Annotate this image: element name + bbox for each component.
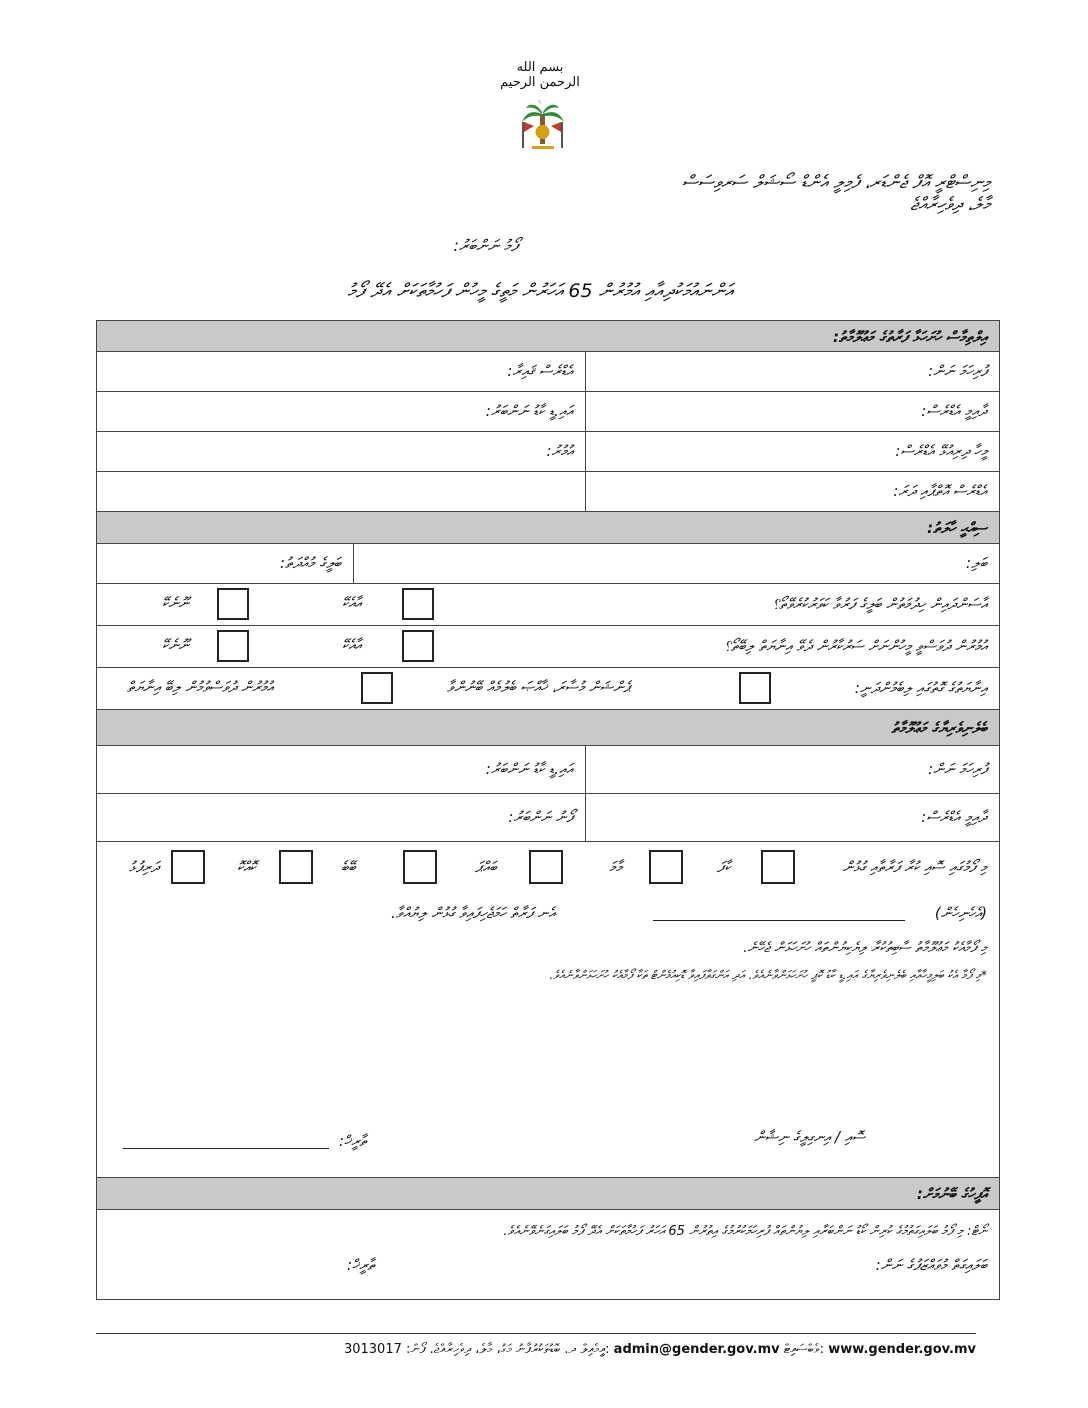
contact-cell[interactable] <box>585 472 999 511</box>
other-relation-text: އެނ ފަރާތް ހަމަޖެހިފައިވާ ގުޅުން ލިޔުއްވާ. <box>391 904 555 922</box>
question-3-label: އިނާޔަތުގެ ގޮތުގައި ލިބެމުންދަނީ: <box>854 679 987 697</box>
office-statement: ނޯޓް: މި ފޯމު ބަލައިގަތުމުގެ ކުރިން ކޯޑު ނަންބަރާއި ލިޔުންތައް ފުރިހަމަކުރުމުގެ އިތުރުން 65 އަހަރު ފަހުމާތަކަށް އެދޭ ފޯމު ބަލައިގަނެވޭނެއެވެ. <box>503 1224 987 1239</box>
guardian-id-cell[interactable] <box>97 746 585 793</box>
bismillah: بسم الله الرحمن الرحيم <box>500 60 580 90</box>
section-health-header <box>96 512 1000 544</box>
permanent-address-cell[interactable] <box>585 392 999 431</box>
relation-checkbox-3[interactable] <box>529 850 563 884</box>
question-2-no-checkbox[interactable] <box>217 630 249 662</box>
question-1-yes-checkbox[interactable] <box>402 588 434 620</box>
applicant-row-4 <box>96 472 1000 512</box>
question-1-yes-label: އާއެކޭ <box>342 594 362 612</box>
question-1-label: އާސަންދައިން ހިދުމަތުން ބަލީގެ ފަރުވާ ކަވަރުކުރެވޭތޯ؟ <box>772 595 987 613</box>
relation-label-1: ކާފަ <box>717 858 731 876</box>
note-documents: މި ފޯމާއެކު މަޢުލޫމާތު ސާބިތުކުރާ ލިޔެކިޔުންތައް ހުށަހަޅަން ޖެހޭނެ. <box>743 940 987 956</box>
form-title: އަންނައުމަކުދިއާއި އުމުރުން 65 އަހަރުން މަތީގެ މީހުން ފަހުމާތަކަށް އެދޭ ފޯމު <box>347 280 733 302</box>
question-1-no-label: ނޫނެކޭ <box>162 594 189 612</box>
question-2-yes-label: އާއެކޭ <box>342 636 362 654</box>
ministry-line-1: މިނިސްޓްރީ އޮފް ޖެންޑަރ، ފެމިލީ އެންޑް ސޯޝަލް ސަރވިސަސް <box>681 172 990 193</box>
ministry-name <box>430 172 990 216</box>
phone-cell[interactable] <box>97 472 585 511</box>
current-address-label: މީހާ ދިރިއުޅޭ އެޑްރެސް: <box>895 442 987 460</box>
illness-duration-cell[interactable] <box>97 544 353 583</box>
current-address-cell[interactable] <box>585 432 999 471</box>
relation-label-3: ބައްޕަ <box>475 858 497 876</box>
question-2-yes-checkbox[interactable] <box>402 630 434 662</box>
question-2-no-label: ނޫނެކޭ <box>162 636 189 654</box>
date-line[interactable] <box>123 1148 329 1149</box>
section-guardian-header <box>96 710 1000 746</box>
date-label: ތާރީޚް: <box>339 1132 367 1150</box>
footer-email-label: އީމެއިލް: <box>580 1342 610 1357</box>
illness-cell[interactable] <box>353 544 999 583</box>
question-1-row <box>96 584 1000 626</box>
guardian-name-label: ފުރިހަމަ ނަން: <box>928 760 987 778</box>
footer-divider <box>96 1333 976 1334</box>
contact-label: އެޑްރެސް އޮތްޕާއި ދަރަ: <box>893 482 987 500</box>
relation-checkbox-6[interactable] <box>171 850 205 884</box>
relation-label-2: މާމަ <box>609 858 622 876</box>
section-applicant-header <box>96 320 1000 352</box>
question-1-no-checkbox[interactable] <box>217 588 249 620</box>
guardian-row-2 <box>96 794 1000 842</box>
office-block <box>96 1210 1000 1300</box>
question-3-option-2-label: އުމުރުން ދުވަސްވުމުން ލިބޭ އިނާޔަތް <box>127 678 274 696</box>
question-2-label: އުމުރުން ދުވަސްވީ މީހުންނަށް ސަރުކާރުން ދެވޭ އިނާޔަތް ލިބޭތޯ؟ <box>724 637 987 655</box>
guardian-relation-block <box>96 842 1000 1178</box>
name-label: ފުރިހަމަ ނަން: <box>928 362 987 380</box>
ministry-line-2: މާލެ، ދިވެހިރާއްޖެ <box>910 194 990 215</box>
question-3-option-1-checkbox[interactable] <box>739 672 771 704</box>
applicant-row-2 <box>96 392 1000 432</box>
relation-label-6: ދަރިފުޅު <box>129 858 159 876</box>
footer-email[interactable]: admin@gender.gov.mv <box>613 1342 780 1357</box>
section-applicant-title: އިލްތިމާސް ހުށަހަޅާ ފަރާތުގެ މަޢުލޫމާތު: <box>832 328 987 346</box>
applicant-row-3 <box>96 432 1000 472</box>
relation-checkbox-2[interactable] <box>649 850 683 884</box>
illness-label: ބަލި: <box>966 554 987 572</box>
address-label: އެޑްރެސް ޤައިރާ: <box>507 362 573 380</box>
age-cell[interactable] <box>97 432 585 471</box>
form-number-label: ފޯމު ނަންބަރު: <box>453 236 518 255</box>
footer <box>96 1342 976 1357</box>
guardian-name-cell[interactable] <box>585 746 999 793</box>
question-3-row <box>96 668 1000 710</box>
footer-address: ދ. ބޮޑުތަކުރުފާނު މަގު، މާލެ، ދިވެހިރާއްޖެ. ފޯން: 3013017 <box>343 1342 577 1357</box>
question-3-option-1-label: ޕެންޝަން މުސާރަ، ޚާއްޞަ ބެލުމެއް ބޭނުންވާ <box>447 678 630 696</box>
relation-label-4: ބޭބެ <box>341 858 356 876</box>
guardian-phone-cell[interactable] <box>97 794 585 841</box>
relation-checkbox-5[interactable] <box>279 850 313 884</box>
section-office-header <box>96 1178 1000 1210</box>
office-date-label: ތާރީޚް: <box>347 1256 375 1274</box>
footer-web-label: ވެބްސައިޓް: <box>783 1342 825 1357</box>
address-cell[interactable] <box>97 352 585 391</box>
illness-duration-label: ބަލީގެ މުއްދަތު: <box>279 554 341 572</box>
section-office-title: އޮފީހުގެ ބޭނުމަށް: <box>916 1185 987 1203</box>
relation-checkbox-4[interactable] <box>403 850 437 884</box>
section-health-title: ސިއްޙީ ހާލަތު: <box>927 519 987 537</box>
guardian-id-label: އައި.ޑީ ކާޑު ނަންބަރު: <box>485 760 573 778</box>
relation-label: މި ފޯމުގައި ސޮއި ކުރާ ފަރާތާއި ގުޅުން <box>842 858 987 876</box>
permanent-address-label: ދާއިމީ އެޑްރެސް: <box>921 402 987 420</box>
guardian-address-label: ދާއިމީ އެޑްރެސް: <box>921 808 987 826</box>
guardian-row-1 <box>96 746 1000 794</box>
id-card-cell[interactable] <box>97 392 585 431</box>
signature-label: ސޮއި / އިނގިލީގެ ނިޝާން <box>753 1128 865 1146</box>
id-card-label: އައި.ޑީ ކާޑު ނަންބަރު: <box>485 402 573 420</box>
question-3-option-2-checkbox[interactable] <box>361 672 393 704</box>
footer-website[interactable]: www.gender.gov.mv <box>828 1342 976 1357</box>
other-relation-prefix: (އެހެނިހެން) <box>934 904 987 922</box>
state-emblem <box>518 100 568 158</box>
illness-row <box>96 544 1000 584</box>
note-id-copy: *މި ފޯމާ އެކު ބަލިމީހާއާއި ބެލެނިވެރިޔާގެ އައި.ޑީ ކާޑު ކޮޕީ ހުށަހަޅަންވާނެއެވެ. އަދި އަންގަވާފައިވާ ޑޮކިއުމެންޓް ތަކާ ފޯމާއެކު ހުށަހަޅަންވާނެއެވެ. <box>549 968 987 982</box>
section-guardian-title: ބެލެނިވެރިޔާގެ މަޢުލޫމާތު <box>891 719 987 737</box>
applicant-row-1 <box>96 352 1000 392</box>
question-2-row <box>96 626 1000 668</box>
relation-label-5: ކޮއްކޮ <box>237 858 256 876</box>
state-emblem-icon <box>518 100 568 158</box>
other-relation-line[interactable] <box>653 920 905 921</box>
officer-name-label: ބަލައިގަތް މުވައްޒަފުގެ ނަން: <box>875 1256 987 1274</box>
name-cell[interactable] <box>585 352 999 391</box>
guardian-phone-label: ފޯނު ނަންބަރު: <box>508 808 573 826</box>
relation-checkbox-1[interactable] <box>761 850 795 884</box>
age-label: އުމުރު: <box>546 442 573 460</box>
guardian-address-cell[interactable] <box>585 794 999 841</box>
